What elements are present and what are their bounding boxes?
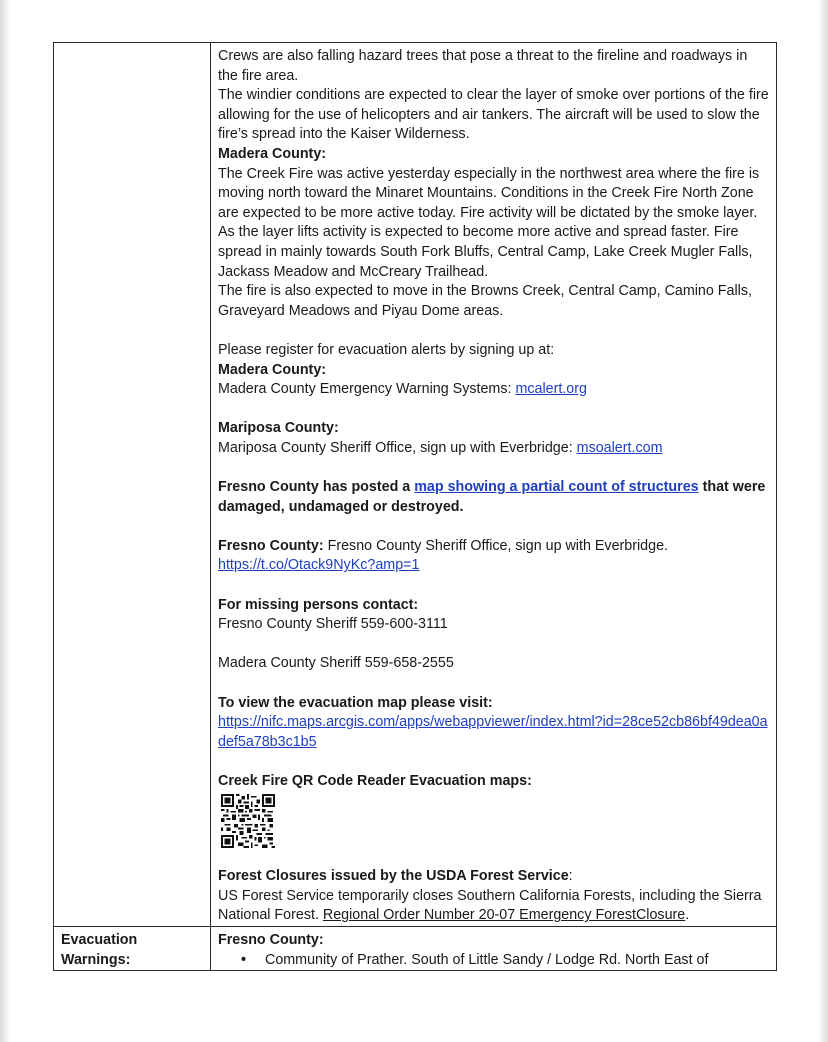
list-item: • Community of Prather. South of Little Sandy / Lodge Rd. North East of xyxy=(265,951,770,971)
paragraph-creek-fire-activity: The Creek Fire was active yesterday especially in the northwest area where the fire is moving north toward the Minaret Mountains. Conditions in the Creek Fire North Zone are expected to be more active today. Fire activity will be dictated by the smoke layer. As the layer lifts activity is expected to become more active and spread faster. Fire spread in mainly towards South Fork Bluffs, Central Camp, Lake Creek Mugler Falls, Jackass Meadow and McCreary Trailhead. xyxy=(218,165,760,280)
spacer xyxy=(218,848,770,868)
fresno-county-heading: Fresno County: xyxy=(218,537,324,554)
spacer xyxy=(218,321,770,341)
paragraph-fire-movement: The fire is also expected to move in the Browns Creek, Central Camp, Camino Falls, Graveyard Meadows and Piyau Dome areas. xyxy=(218,283,752,319)
incident-table xyxy=(53,42,777,971)
mariposa-alert-line xyxy=(218,439,770,459)
missing-madera-contact: Madera County Sheriff 559-658-2555 xyxy=(218,655,454,672)
evacuation-map-link[interactable]: https://nifc.maps.arcgis.com/apps/webappviewer/index.html?id=28ce52cb86bf49dea0adef5a78b3c1b5 xyxy=(218,714,768,750)
warnings-list xyxy=(218,951,770,971)
mcalert-link[interactable]: mcalert.org xyxy=(515,381,587,398)
table-row xyxy=(54,926,777,970)
forest-closures-heading: Forest Closures issued by the USDA Forest Service xyxy=(218,868,569,885)
madera-county-heading: Madera County: xyxy=(218,145,327,162)
spacer xyxy=(218,752,770,772)
forest-closures-end: . xyxy=(685,907,690,924)
page-shadow-right xyxy=(818,0,828,1042)
structures-map-link[interactable]: map showing a partial count of structures xyxy=(414,479,699,496)
page-shadow-left xyxy=(0,0,10,1042)
spacer xyxy=(218,458,770,478)
regional-order-link[interactable]: Regional Order Number 20-07 Emergency ForestClosure xyxy=(322,907,686,924)
paragraph-hazard-trees: Crews are also falling hazard trees that pose a threat to the fireline and roadways in the fire area. xyxy=(218,48,748,84)
qr-code-icon[interactable] xyxy=(220,794,276,848)
fresno-alert-text: Fresno County Sheriff Office, sign up with Everbridge. xyxy=(323,537,668,554)
forest-closures-paragraph xyxy=(218,887,770,926)
fresno-alert-line xyxy=(218,537,770,557)
madera-alert-heading: Madera County: xyxy=(218,361,327,378)
forest-closures-colon: : xyxy=(568,868,573,885)
row-content-cell xyxy=(211,43,777,927)
spacer xyxy=(218,576,770,596)
fresno-structures-paragraph xyxy=(218,478,770,517)
evacuation-warnings-cell xyxy=(211,926,777,970)
spacer xyxy=(218,400,770,420)
evacuation-warnings-label: Evacuation Warnings: xyxy=(54,926,211,970)
madera-alert-text: Madera County Emergency Warning Systems: xyxy=(218,381,516,398)
spacer xyxy=(218,517,770,537)
missing-persons-heading: For missing persons contact: xyxy=(218,596,419,613)
msoalert-link[interactable]: msoalert.com xyxy=(576,439,663,456)
fresno-structures-text-a: Fresno County has posted a xyxy=(218,479,415,496)
spacer xyxy=(218,674,770,694)
mariposa-alert-text: Mariposa County Sheriff Office, sign up with Everbridge: xyxy=(218,439,577,456)
row-label-cell xyxy=(54,43,211,927)
fresno-warnings-heading: Fresno County: xyxy=(218,931,324,948)
mariposa-county-heading: Mariposa County: xyxy=(218,420,339,437)
table-row xyxy=(54,43,777,927)
fresno-everbridge-link[interactable]: https://t.co/Otack9NyKc?amp=1 xyxy=(218,557,420,574)
fresno-structures-text-b: that were damaged, undamaged or destroyed. xyxy=(218,479,766,515)
evacuation-map-heading: To view the evacuation map please visit: xyxy=(218,694,493,711)
missing-fresno-contact: Fresno County Sheriff 559-600-3111 xyxy=(218,616,448,633)
spacer xyxy=(218,635,770,655)
madera-alert-line xyxy=(218,380,770,400)
forest-closures-text: US Forest Service temporarily closes Southern California Forests, including the Sierra National Forest. xyxy=(218,887,762,924)
qr-code-heading: Creek Fire QR Code Reader Evacuation maps: xyxy=(218,772,532,789)
forest-closures-heading-line xyxy=(218,867,770,887)
register-text: Please register for evacuation alerts by signing up at: xyxy=(218,341,555,358)
paragraph-windier-conditions: The windier conditions are expected to clear the layer of smoke over portions of the fire allowing for the use of helicopters and air tankers. The aircraft will be used to slow the fire’s spread into the Kaiser Wilderness. xyxy=(218,87,769,143)
